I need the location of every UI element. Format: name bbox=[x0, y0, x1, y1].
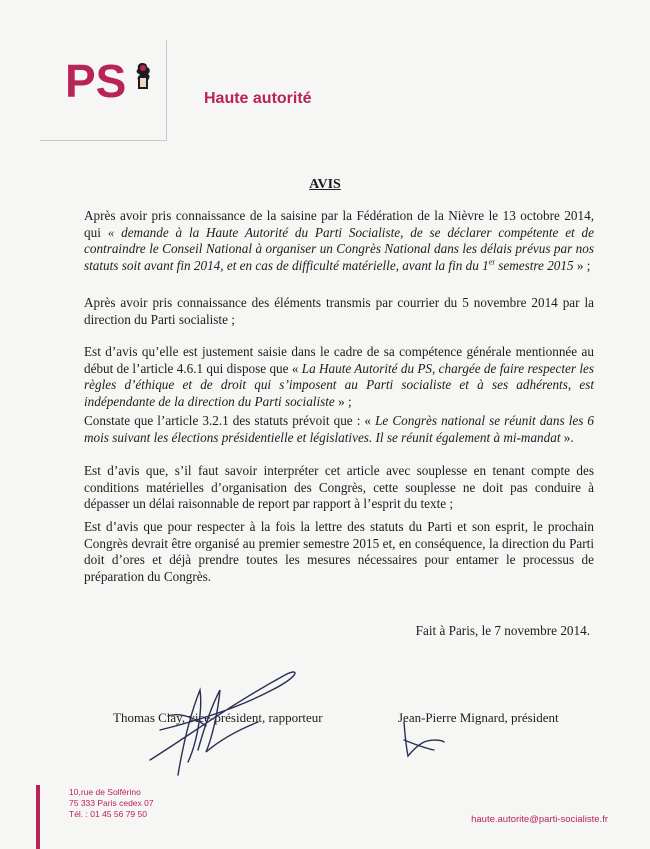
org-name: Haute autorité bbox=[204, 90, 312, 107]
paragraph-5: Est d’avis que, s’il faut savoir interpréter cet article avec souplesse en tenant compte des conditions matérielles d’organisation des Congrès, cette souplesse ne doit pas conduire à dépasser un délai raisonnable de report par rapport à l’esprit du texte ; bbox=[84, 463, 594, 511]
paragraph-3 bbox=[84, 344, 594, 410]
paragraph-1 bbox=[84, 208, 594, 274]
paragraph-1-tail: » ; bbox=[573, 257, 591, 273]
paragraph-3-lead: Est d’avis qu’elle est justement saisie dans le cadre de sa compétence générale mentionnée au début de l’article 4.6.1 qui dispose que « bbox=[84, 344, 594, 376]
paragraph-4-tail: ». bbox=[560, 429, 574, 445]
address-line-3: Tél. : 01 45 56 79 50 bbox=[69, 809, 147, 819]
rose-fist-logo-icon bbox=[133, 61, 155, 91]
date-line: Fait à Paris, le 7 novembre 2014. bbox=[415, 623, 590, 638]
footer-accent-bar bbox=[36, 785, 40, 849]
paragraph-4 bbox=[84, 413, 594, 446]
paragraph-1-quote-end: semestre 2015 bbox=[494, 257, 574, 273]
address-line-2: 75 333 Paris cedex 07 bbox=[69, 798, 154, 808]
paragraph-1-sup: er bbox=[488, 257, 495, 267]
paragraph-1-quote: « demande à la Haute Autorité du Parti Socialiste, de se déclarer compétente et de contraindre le Conseil National à organiser un Congrès National dans les délais prévus par nos statuts soit avant fin 2014, et en cas de difficulté matérielle, avant la fin du 1 bbox=[84, 224, 594, 273]
contact-email: haute.autorite@parti-socialiste.fr bbox=[471, 814, 608, 825]
paragraph-4-quote: Le Congrès national se réunit dans les 6 mois suivant les élections présidentielle et législatives. Il se réunit également à mi-mandat bbox=[84, 413, 594, 445]
address-line-1: 10,rue de Solférino bbox=[69, 787, 141, 797]
paragraph-2: Après avoir pris connaissance des éléments transmis par courrier du 5 novembre 2014 par la direction du Parti socialiste ; bbox=[84, 295, 594, 327]
paragraph-6: Est d’avis que pour respecter à la fois la lettre des statuts du Parti et son esprit, le prochain Congrès devrait être organisé au premier semestre 2015 et, en conséquence, la direction du Parti doit d’ores et déjà prendre toutes les mesures nécessaires pour entamer le processus de préparation du Congrès. bbox=[84, 519, 594, 584]
paragraph-1-lead: Après avoir pris connaissance de la saisine par la Fédération de la Nièvre le 13 octobre 2014, qui bbox=[84, 208, 594, 240]
document-title: AVIS bbox=[309, 177, 341, 192]
paragraph-4-lead: Constate que l’article 3.2.1 des statuts prévoit que : « bbox=[84, 413, 376, 428]
ps-logo-text: PS bbox=[65, 55, 127, 107]
signatory-right: Jean-Pierre Mignard, président bbox=[398, 710, 559, 725]
paragraph-3-quote: La Haute Autorité du PS, chargée de faire respecter les règles d’éthique et de droit qui s’imposent au Parti socialiste et à ses adhérents, est indépendante de la direction du Parti socialiste bbox=[84, 360, 594, 409]
paragraph-3-tail: » ; bbox=[334, 393, 352, 409]
signatory-left: Thomas Clay, vice-président, rapporteur bbox=[113, 710, 323, 725]
signature-right-icon bbox=[404, 722, 444, 756]
